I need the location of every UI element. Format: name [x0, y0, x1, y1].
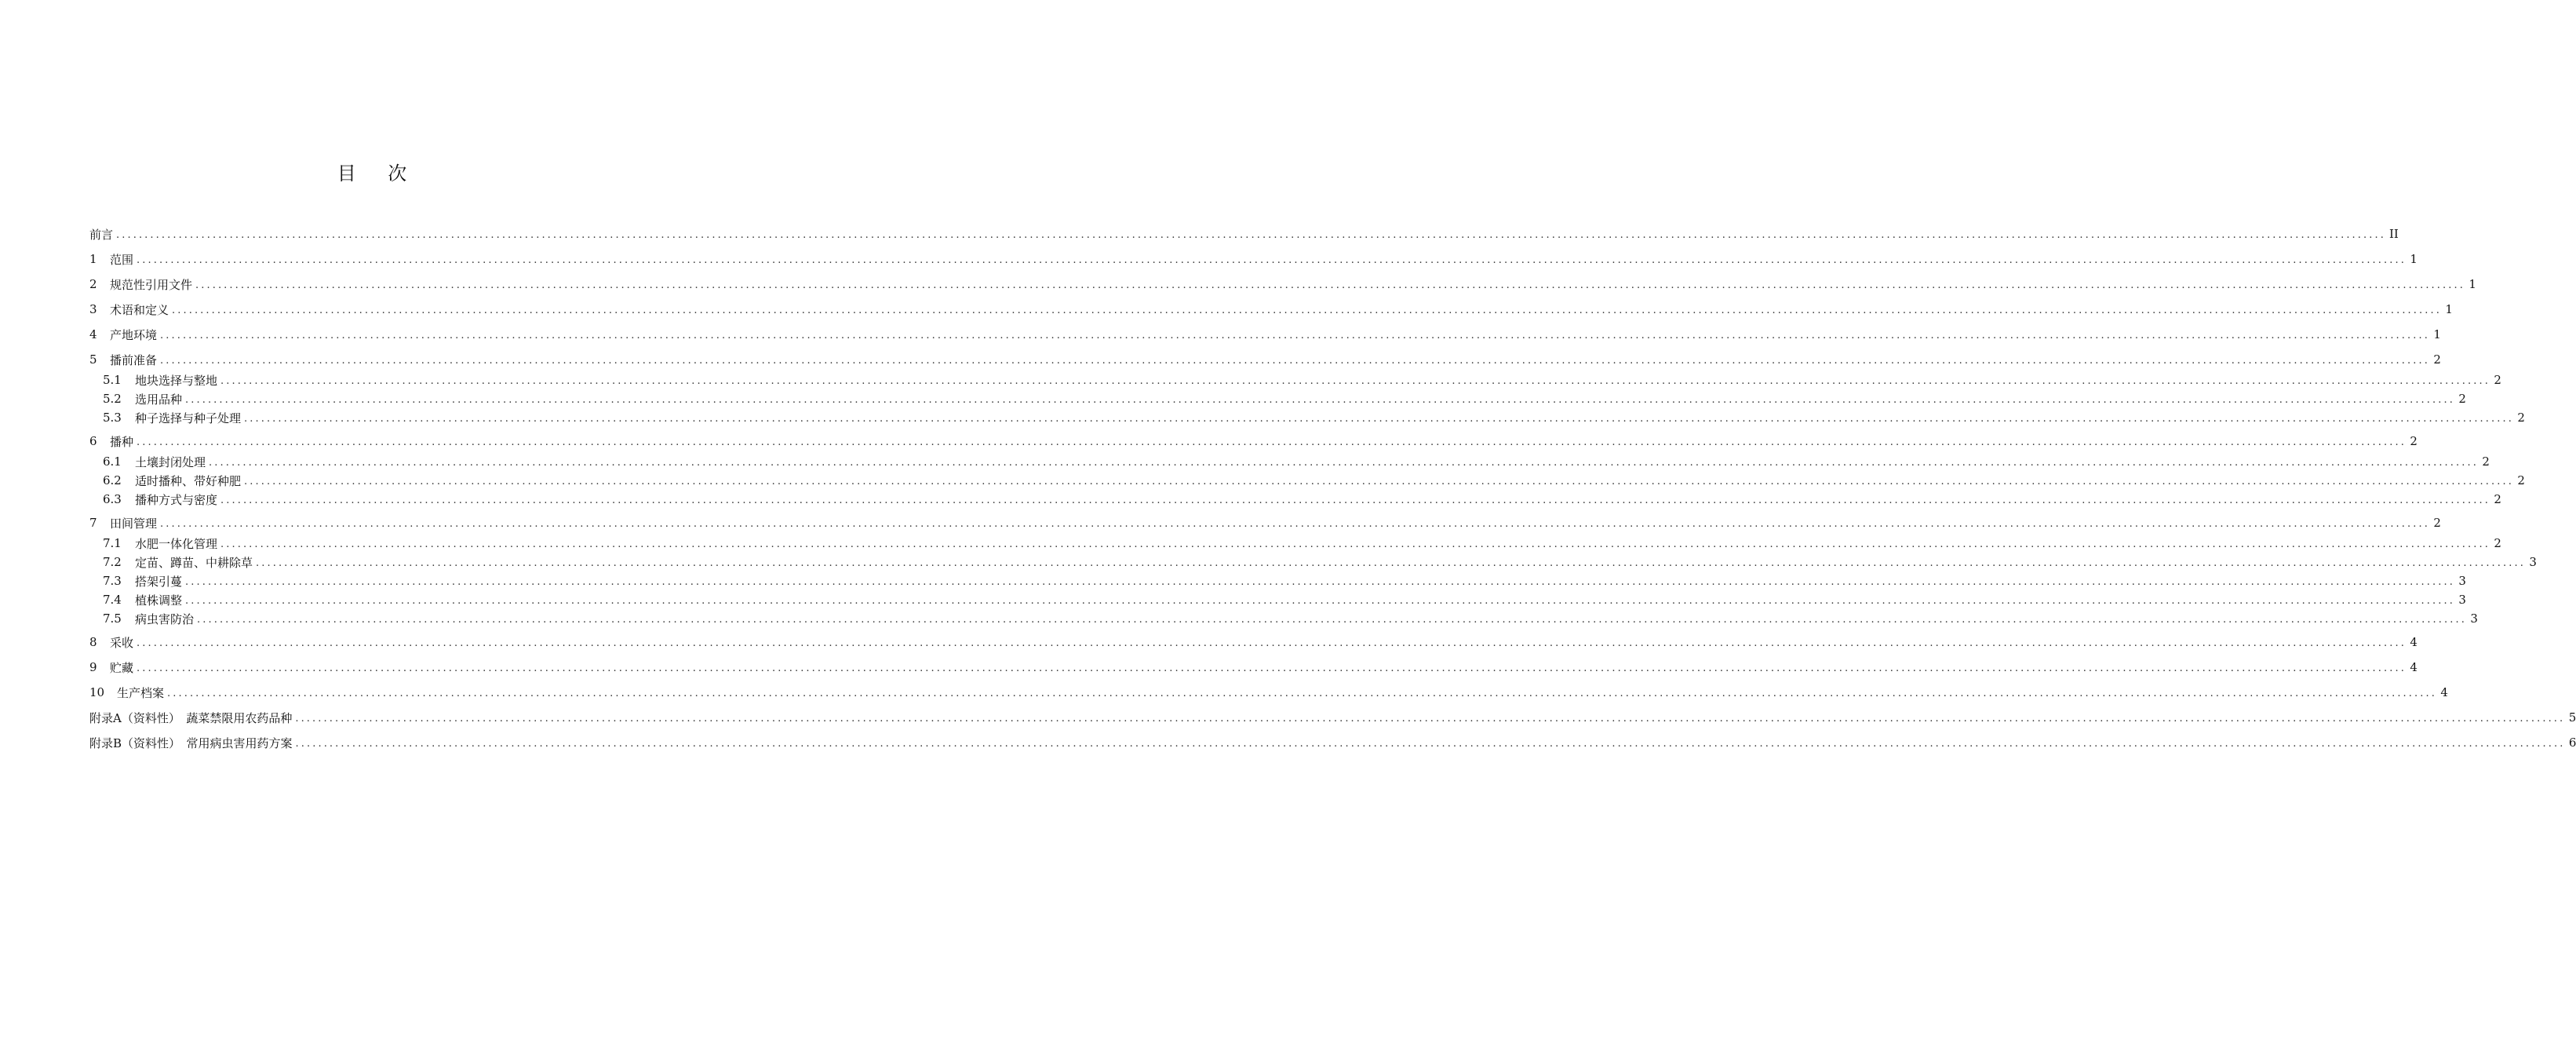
toc-subentry[interactable]	[103, 389, 2466, 408]
toc-dot-leader: ................................................................................................................................................................................................................................................................................................................................................................................................................	[160, 329, 2430, 341]
toc-entry-number: 9	[89, 660, 97, 674]
toc-page-number: 2	[2494, 492, 2501, 506]
toc-dot-leader: ................................................................................................................................................................................................................................................................................................................................................................................................................	[195, 279, 2465, 291]
toc-dot-leader: ................................................................................................................................................................................................................................................................................................................................................................................................................	[160, 517, 2430, 530]
toc-entry-number: 3	[89, 302, 97, 316]
toc-dot-leader: ................................................................................................................................................................................................................................................................................................................................................................................................................	[137, 637, 2407, 649]
toc-page-number: 4	[2410, 660, 2418, 674]
toc-entry-number: 6.3	[103, 492, 122, 506]
toc-entry[interactable]	[89, 733, 2576, 752]
toc-entry-label: 适时播种、带好种肥	[135, 473, 242, 488]
toc-page-number: 2	[2433, 516, 2441, 530]
toc-entry-label: 规范性引用文件	[110, 277, 193, 292]
toc-dot-leader: ................................................................................................................................................................................................................................................................................................................................................................................................................	[220, 494, 2490, 506]
toc-entry-number: 10	[89, 685, 105, 699]
toc-dot-leader: ................................................................................................................................................................................................................................................................................................................................................................................................................	[116, 228, 2386, 241]
toc-page-number: 6	[2568, 736, 2576, 750]
toc-entry-label: 术语和定义	[110, 302, 169, 317]
toc-entry-number: 4	[89, 327, 97, 341]
toc-page-number: 3	[2458, 574, 2466, 588]
toc-page-number: II	[2388, 227, 2399, 241]
toc-page-number: 4	[2440, 685, 2448, 699]
toc-page-number: 1	[2433, 327, 2441, 341]
toc-entry-number: 6.2	[103, 473, 122, 487]
toc-entry-label: 地块选择与整地	[135, 373, 218, 388]
toc-page-number: 2	[2517, 473, 2525, 487]
toc-entry-label: 附录B（资料性） 常用病虫害用药方案	[89, 736, 293, 750]
toc-page-number: 5	[2568, 710, 2576, 725]
toc-dot-leader: ................................................................................................................................................................................................................................................................................................................................................................................................................	[160, 354, 2430, 367]
toc-subentry[interactable]	[103, 471, 2525, 490]
toc-dot-leader: ................................................................................................................................................................................................................................................................................................................................................................................................................	[244, 412, 2514, 425]
toc-page-number: 2	[2410, 434, 2418, 448]
page-title: 目 次	[337, 162, 409, 184]
toc-subentry[interactable]	[103, 371, 2501, 389]
toc-entry-number: 2	[89, 277, 97, 291]
toc-entry[interactable]	[89, 683, 2448, 702]
toc-page-number: 3	[2529, 555, 2537, 569]
toc-dot-leader: ................................................................................................................................................................................................................................................................................................................................................................................................................	[220, 538, 2490, 550]
toc-page-number: 3	[2458, 593, 2466, 607]
toc-entry-label: 病虫害防治	[135, 611, 195, 626]
toc-entry-number: 6	[89, 434, 97, 448]
toc-entry[interactable]	[89, 350, 2441, 369]
toc-entry-label: 定苗、蹲苗、中耕除草	[135, 555, 253, 570]
toc-entry-label: 植株调整	[135, 593, 183, 608]
toc-subentry[interactable]	[103, 609, 2478, 628]
toc-entry-label: 播种方式与密度	[135, 492, 218, 507]
toc-entry-label: 采收	[110, 635, 134, 650]
toc-entry-label: 范围	[110, 252, 134, 267]
toc-entry-label: 附录A（资料性） 蔬菜禁限用农药品种	[89, 710, 293, 725]
toc-entry-label: 水肥一体化管理	[135, 536, 218, 551]
toc-dot-leader: ................................................................................................................................................................................................................................................................................................................................................................................................................	[185, 575, 2455, 588]
toc-entry-number: 7.2	[103, 555, 122, 569]
toc-subentry[interactable]	[103, 534, 2501, 553]
toc-entry-label: 产地环境	[110, 327, 158, 342]
toc-entry[interactable]	[89, 275, 2476, 294]
toc-dot-leader: ................................................................................................................................................................................................................................................................................................................................................................................................................	[137, 254, 2407, 266]
toc-dot-leader: ................................................................................................................................................................................................................................................................................................................................................................................................................	[209, 456, 2479, 469]
toc-page-number: 2	[2458, 392, 2466, 406]
toc-entry-number: 7.4	[103, 593, 122, 607]
toc-subentry[interactable]	[103, 490, 2501, 509]
toc-subentry[interactable]	[103, 553, 2537, 571]
toc-entry-number: 7.5	[103, 611, 122, 626]
toc-subentry[interactable]	[103, 452, 2490, 471]
toc-entry-number: 7	[89, 516, 97, 530]
toc-page-number: 2	[2494, 373, 2501, 387]
toc-entry[interactable]	[89, 432, 2418, 451]
toc-dot-leader: ................................................................................................................................................................................................................................................................................................................................................................................................................	[185, 594, 2455, 607]
toc-entry-number: 6.1	[103, 454, 122, 469]
toc-entry[interactable]	[89, 325, 2441, 344]
toc-page-number: 2	[2517, 411, 2525, 425]
toc-entry-number: 7.3	[103, 574, 122, 588]
toc-entry[interactable]	[89, 708, 2576, 727]
toc-page-number: 1	[2469, 277, 2476, 291]
toc-page-number: 1	[2445, 302, 2453, 316]
toc-dot-leader: ................................................................................................................................................................................................................................................................................................................................................................................................................	[220, 374, 2490, 387]
toc-entry-number: 5	[89, 352, 97, 367]
toc-page-number: 3	[2470, 611, 2478, 626]
toc-entry-number: 7.1	[103, 536, 122, 550]
toc-page-number: 2	[2494, 536, 2501, 550]
toc-page-number: 4	[2410, 635, 2418, 649]
toc-entry[interactable]	[89, 225, 2399, 243]
toc-entry-number: 1	[89, 252, 97, 266]
toc-entry-label: 生产档案	[117, 685, 165, 700]
toc-entry-number: 5.1	[103, 373, 122, 387]
toc-entry-number: 5.2	[103, 392, 122, 406]
toc-subentry[interactable]	[103, 408, 2525, 427]
toc-entry[interactable]	[89, 250, 2418, 268]
toc-subentry[interactable]	[103, 571, 2466, 590]
toc-entry-number: 8	[89, 635, 97, 649]
toc-entry-label: 选用品种	[135, 392, 183, 407]
toc-dot-leader: ................................................................................................................................................................................................................................................................................................................................................................................................................	[256, 557, 2526, 569]
toc-entry[interactable]	[89, 300, 2453, 319]
toc-dot-leader: ................................................................................................................................................................................................................................................................................................................................................................................................................	[172, 304, 2442, 316]
toc-entry-label: 播种	[110, 434, 134, 449]
toc-entry-label: 田间管理	[110, 516, 158, 531]
toc-entry[interactable]	[89, 658, 2418, 677]
toc-entry-label: 播前准备	[110, 352, 158, 367]
toc-page-number: 2	[2482, 454, 2490, 469]
toc-dot-leader: ................................................................................................................................................................................................................................................................................................................................................................................................................	[295, 737, 2566, 750]
toc-entry-label: 搭架引蔓	[135, 574, 183, 589]
toc-entry-number: 5.3	[103, 411, 122, 425]
toc-entry[interactable]	[89, 633, 2418, 652]
toc-entry-label: 土壤封闭处理	[135, 454, 206, 469]
toc-page-number: 2	[2433, 352, 2441, 367]
toc-dot-leader: ................................................................................................................................................................................................................................................................................................................................................................................................................	[137, 662, 2407, 674]
toc-entry-label: 种子选择与种子处理	[135, 411, 242, 425]
toc-dot-leader: ................................................................................................................................................................................................................................................................................................................................................................................................................	[137, 436, 2407, 448]
toc-page-number: 1	[2410, 252, 2418, 266]
toc-dot-leader: ................................................................................................................................................................................................................................................................................................................................................................................................................	[185, 393, 2455, 406]
toc-dot-leader: ................................................................................................................................................................................................................................................................................................................................................................................................................	[244, 475, 2514, 487]
toc-entry[interactable]	[89, 513, 2441, 532]
toc-entry-label: 贮藏	[110, 660, 134, 675]
toc-dot-leader: ................................................................................................................................................................................................................................................................................................................................................................................................................	[295, 712, 2566, 725]
toc-dot-leader: ................................................................................................................................................................................................................................................................................................................................................................................................................	[197, 613, 2467, 626]
toc-subentry[interactable]	[103, 590, 2466, 609]
toc-entry-label: 前言	[89, 227, 114, 242]
toc-dot-leader: ................................................................................................................................................................................................................................................................................................................................................................................................................	[167, 687, 2437, 699]
